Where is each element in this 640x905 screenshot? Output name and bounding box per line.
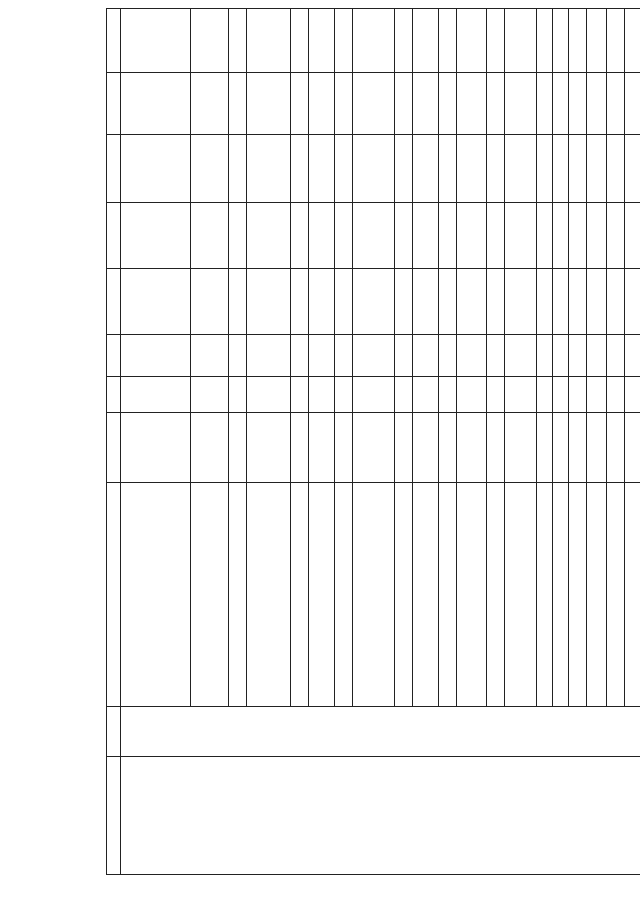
value-cell bbox=[625, 9, 640, 73]
unit-cell bbox=[487, 413, 505, 483]
year-cell bbox=[121, 377, 191, 413]
value-cell bbox=[587, 9, 607, 73]
measure-cell bbox=[247, 483, 291, 707]
value-cell bbox=[121, 203, 191, 269]
value-cell bbox=[587, 135, 607, 203]
value-cell bbox=[505, 335, 537, 377]
value-cell bbox=[291, 9, 309, 73]
unit-cell bbox=[247, 413, 291, 483]
value-cell bbox=[395, 269, 413, 335]
measure-cell bbox=[413, 483, 439, 707]
unit-cell bbox=[607, 413, 625, 483]
year-cell bbox=[413, 377, 439, 413]
value-cell bbox=[291, 73, 309, 135]
value-cell bbox=[537, 269, 553, 335]
unit-cell bbox=[553, 413, 569, 483]
year-cell bbox=[229, 377, 247, 413]
unit-cell bbox=[587, 413, 607, 483]
value-cell bbox=[457, 335, 487, 377]
year-cell bbox=[247, 377, 291, 413]
column-header bbox=[107, 203, 121, 269]
value-cell bbox=[395, 9, 413, 73]
column-header bbox=[107, 269, 121, 335]
value-cell bbox=[569, 135, 587, 203]
measure-cell bbox=[291, 483, 309, 707]
value-cell bbox=[505, 203, 537, 269]
value-cell bbox=[569, 269, 587, 335]
value-cell bbox=[247, 203, 291, 269]
column-header bbox=[107, 9, 121, 73]
value-cell bbox=[309, 335, 335, 377]
measure-cell bbox=[553, 483, 569, 707]
value-cell bbox=[335, 9, 353, 73]
value-cell bbox=[553, 269, 569, 335]
column-header bbox=[107, 413, 121, 483]
value-cell bbox=[335, 269, 353, 335]
value-cell bbox=[229, 335, 247, 377]
value-cell bbox=[353, 203, 395, 269]
value-cell bbox=[413, 269, 439, 335]
value-cell bbox=[291, 135, 309, 203]
year-cell bbox=[587, 377, 607, 413]
value-cell bbox=[335, 335, 353, 377]
value-cell bbox=[553, 73, 569, 135]
measure-cell bbox=[191, 483, 229, 707]
value-cell bbox=[587, 203, 607, 269]
value-cell bbox=[569, 335, 587, 377]
unit-cell bbox=[395, 413, 413, 483]
value-cell bbox=[625, 73, 640, 135]
value-cell bbox=[335, 73, 353, 135]
value-cell bbox=[121, 269, 191, 335]
unit-cell bbox=[229, 413, 247, 483]
value-cell bbox=[505, 269, 537, 335]
measure-cell bbox=[487, 483, 505, 707]
table-row bbox=[121, 9, 191, 875]
value-cell bbox=[439, 335, 457, 377]
value-cell bbox=[191, 335, 229, 377]
unit-cell bbox=[413, 413, 439, 483]
value-cell bbox=[247, 9, 291, 73]
value-cell bbox=[625, 135, 640, 203]
value-cell bbox=[537, 203, 553, 269]
year-cell bbox=[505, 377, 537, 413]
value-cell bbox=[505, 9, 537, 73]
value-cell bbox=[395, 203, 413, 269]
value-cell bbox=[505, 135, 537, 203]
value-cell bbox=[587, 73, 607, 135]
measure-cell bbox=[569, 483, 587, 707]
program-table bbox=[106, 8, 640, 875]
value-cell bbox=[537, 9, 553, 73]
year-cell bbox=[439, 377, 457, 413]
value-cell bbox=[625, 269, 640, 335]
value-cell bbox=[553, 135, 569, 203]
measure-cell bbox=[353, 483, 395, 707]
value-cell bbox=[353, 135, 395, 203]
measure-cell bbox=[229, 483, 247, 707]
value-cell bbox=[247, 73, 291, 135]
value-cell bbox=[121, 135, 191, 203]
value-cell bbox=[625, 335, 640, 377]
unit-cell bbox=[569, 413, 587, 483]
unit-cell bbox=[625, 413, 640, 483]
unit-cell bbox=[191, 413, 229, 483]
value-cell bbox=[353, 335, 395, 377]
column-header bbox=[107, 483, 121, 707]
value-cell bbox=[191, 203, 229, 269]
column-header bbox=[107, 377, 121, 413]
value-cell bbox=[413, 335, 439, 377]
value-cell bbox=[537, 135, 553, 203]
value-cell bbox=[121, 335, 191, 377]
program-item-title bbox=[121, 757, 640, 875]
value-cell bbox=[553, 9, 569, 73]
value-cell bbox=[309, 135, 335, 203]
value-cell bbox=[413, 73, 439, 135]
value-cell bbox=[625, 203, 640, 269]
value-cell bbox=[247, 135, 291, 203]
value-cell bbox=[309, 73, 335, 135]
value-cell bbox=[537, 73, 553, 135]
value-cell bbox=[553, 203, 569, 269]
column-header bbox=[107, 707, 121, 757]
value-cell bbox=[247, 335, 291, 377]
value-cell bbox=[607, 203, 625, 269]
value-cell bbox=[487, 269, 505, 335]
year-cell bbox=[291, 377, 309, 413]
column-header bbox=[107, 335, 121, 377]
value-cell bbox=[353, 73, 395, 135]
measure-cell bbox=[335, 483, 353, 707]
value-cell bbox=[457, 135, 487, 203]
value-cell bbox=[487, 135, 505, 203]
value-cell bbox=[291, 203, 309, 269]
measure-cell bbox=[505, 483, 537, 707]
value-cell bbox=[395, 335, 413, 377]
year-cell bbox=[395, 377, 413, 413]
value-cell bbox=[353, 269, 395, 335]
value-cell bbox=[413, 9, 439, 73]
year-cell bbox=[625, 377, 640, 413]
value-cell bbox=[607, 135, 625, 203]
value-cell bbox=[607, 9, 625, 73]
year-cell bbox=[487, 377, 505, 413]
value-cell bbox=[439, 269, 457, 335]
year-cell bbox=[607, 377, 625, 413]
unit-cell bbox=[537, 413, 553, 483]
value-cell bbox=[607, 73, 625, 135]
value-cell bbox=[309, 269, 335, 335]
measure-cell bbox=[625, 483, 640, 707]
value-cell bbox=[291, 269, 309, 335]
value-cell bbox=[413, 203, 439, 269]
year-cell bbox=[553, 377, 569, 413]
value-cell bbox=[587, 269, 607, 335]
value-cell bbox=[607, 269, 625, 335]
value-cell bbox=[487, 9, 505, 73]
value-cell bbox=[587, 335, 607, 377]
value-cell bbox=[537, 335, 553, 377]
value-cell bbox=[191, 73, 229, 135]
value-cell bbox=[191, 135, 229, 203]
value-cell bbox=[229, 9, 247, 73]
value-cell bbox=[569, 203, 587, 269]
value-cell bbox=[291, 335, 309, 377]
value-cell bbox=[487, 73, 505, 135]
year-cell bbox=[457, 377, 487, 413]
table-header-row bbox=[107, 9, 121, 875]
value-cell bbox=[457, 269, 487, 335]
value-cell bbox=[439, 73, 457, 135]
value-cell bbox=[229, 203, 247, 269]
year-cell bbox=[353, 377, 395, 413]
value-cell bbox=[439, 135, 457, 203]
measure-cell bbox=[537, 483, 553, 707]
column-header bbox=[107, 757, 121, 875]
value-cell bbox=[191, 9, 229, 73]
value-cell bbox=[229, 135, 247, 203]
value-cell bbox=[457, 203, 487, 269]
value-cell bbox=[191, 269, 229, 335]
value-cell bbox=[229, 73, 247, 135]
value-cell bbox=[335, 135, 353, 203]
measure-cell bbox=[607, 483, 625, 707]
measure-cell bbox=[587, 483, 607, 707]
value-cell bbox=[569, 9, 587, 73]
unit-cell bbox=[121, 413, 191, 483]
year-cell bbox=[335, 377, 353, 413]
year-cell bbox=[537, 377, 553, 413]
measure-cell bbox=[309, 483, 335, 707]
value-cell bbox=[439, 203, 457, 269]
unit-cell bbox=[353, 413, 395, 483]
value-cell bbox=[395, 73, 413, 135]
value-cell bbox=[353, 9, 395, 73]
unit-cell bbox=[505, 413, 537, 483]
column-header bbox=[107, 73, 121, 135]
measure-cell bbox=[457, 483, 487, 707]
column-header bbox=[107, 135, 121, 203]
unit-cell bbox=[439, 413, 457, 483]
value-cell bbox=[569, 73, 587, 135]
measure-cell bbox=[395, 483, 413, 707]
value-cell bbox=[607, 335, 625, 377]
value-cell bbox=[121, 9, 191, 73]
year-cell bbox=[569, 377, 587, 413]
measure-cell bbox=[439, 483, 457, 707]
value-cell bbox=[229, 269, 247, 335]
unit-cell bbox=[309, 413, 335, 483]
value-cell bbox=[309, 9, 335, 73]
value-cell bbox=[247, 269, 291, 335]
value-cell bbox=[457, 9, 487, 73]
value-cell bbox=[395, 135, 413, 203]
value-cell bbox=[309, 203, 335, 269]
year-cell bbox=[191, 377, 229, 413]
value-cell bbox=[487, 203, 505, 269]
program-item-executor bbox=[121, 707, 640, 757]
value-cell bbox=[553, 335, 569, 377]
value-cell bbox=[439, 9, 457, 73]
measure-cell bbox=[121, 483, 191, 707]
value-cell bbox=[413, 135, 439, 203]
unit-cell bbox=[457, 413, 487, 483]
unit-cell bbox=[291, 413, 309, 483]
value-cell bbox=[457, 73, 487, 135]
value-cell bbox=[121, 73, 191, 135]
value-cell bbox=[335, 203, 353, 269]
value-cell bbox=[487, 335, 505, 377]
unit-cell bbox=[335, 413, 353, 483]
year-cell bbox=[309, 377, 335, 413]
value-cell bbox=[505, 73, 537, 135]
